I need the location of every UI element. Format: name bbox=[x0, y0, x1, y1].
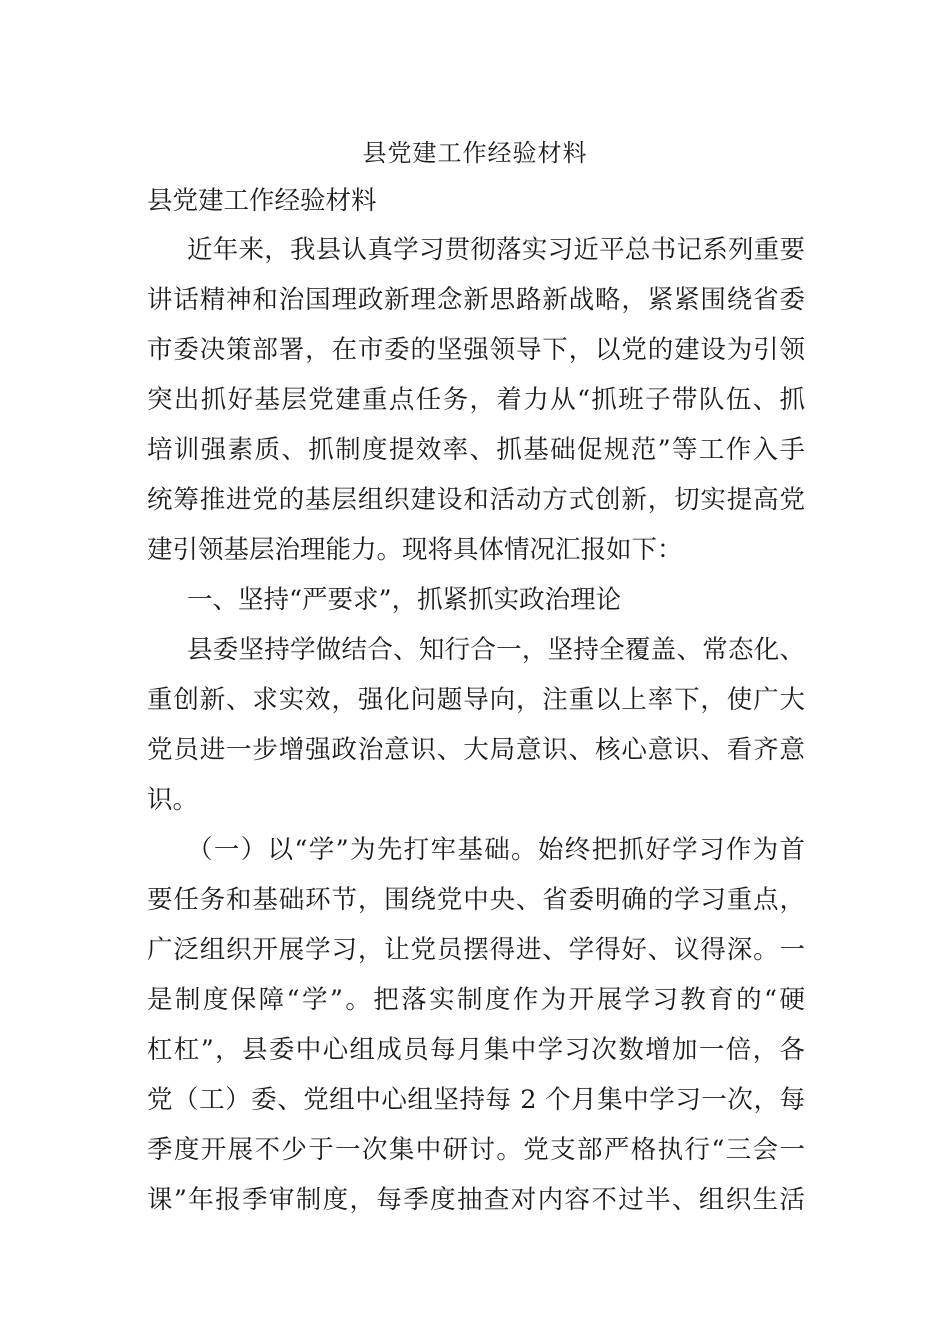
paragraph-line: 近年来，我县认真学习贯彻落实习近平总书记系列重要 bbox=[187, 235, 805, 265]
paragraph-line: 杠杠”，县委中心组成员每月集中学习次数增加一倍，各 bbox=[147, 1035, 805, 1065]
subtitle-line: 县党建工作经验材料 bbox=[147, 186, 377, 216]
paragraph-line: 要任务和基础环节，围绕党中央、省委明确的学习重点， bbox=[147, 885, 805, 915]
paragraph-line: 课”年报季审制度，每季度抽查对内容不过半、组织生活 bbox=[147, 1185, 805, 1215]
paragraph-line: 广泛组织开展学习，让党员摆得进、学得好、议得深。一 bbox=[147, 935, 805, 965]
paragraph-line: 党（工）委、党组中心组坚持每 2 个月集中学习一次，每 bbox=[147, 1085, 805, 1115]
paragraph-line: 识。 bbox=[147, 785, 199, 815]
paragraph-line: 培训强素质、抓制度提效率、抓基础促规范”等工作入手 bbox=[147, 435, 805, 465]
paragraph-line: 突出抓好基层党建重点任务，着力从“抓班子带队伍、抓 bbox=[147, 385, 805, 415]
paragraph-line: 季度开展不少于一次集中研讨。党支部严格执行“三会一 bbox=[147, 1135, 805, 1165]
document-title: 县党建工作经验材料 bbox=[362, 139, 588, 167]
paragraph-line: 讲话精神和治国理政新理念新思路新战略，紧紧围绕省委 bbox=[147, 285, 805, 315]
paragraph-line: 重创新、求实效，强化问题导向，注重以上率下，使广大 bbox=[147, 685, 805, 715]
paragraph-line: 是制度保障“学”。把落实制度作为开展学习教育的“硬 bbox=[147, 985, 805, 1015]
paragraph-line: 统筹推进党的基层组织建设和活动方式创新，切实提高党 bbox=[147, 485, 805, 515]
paragraph-line: （一）以“学”为先打牢基础。始终把抓好学习作为首 bbox=[187, 835, 805, 865]
paragraph-line: 党员进一步增强政治意识、大局意识、核心意识、看齐意 bbox=[147, 735, 805, 765]
paragraph-line: 建引领基层治理能力。现将具体情况汇报如下： bbox=[147, 535, 683, 565]
section-heading: 一、坚持“严要求”，抓紧抓实政治理论 bbox=[187, 585, 622, 615]
paragraph-line: 市委决策部署，在市委的坚强领导下，以党的建设为引领 bbox=[147, 335, 805, 365]
paragraph-line: 县委坚持学做结合、知行合一，坚持全覆盖、常态化、 bbox=[187, 635, 805, 665]
